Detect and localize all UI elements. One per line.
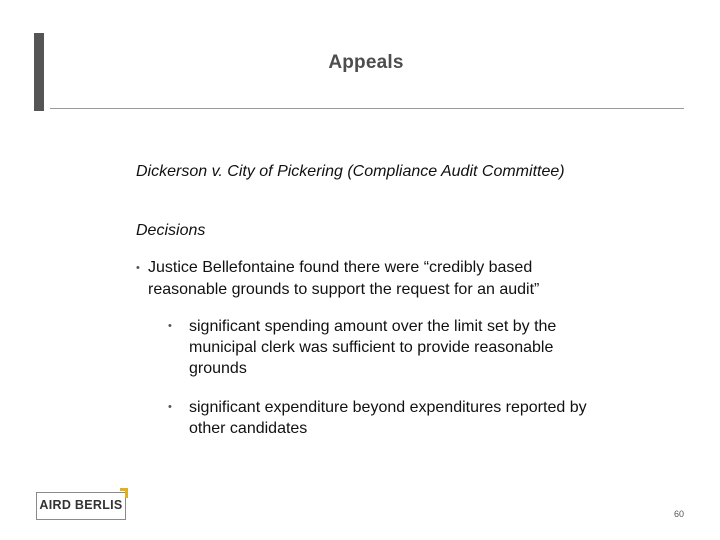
sub-bullet-text: significant expenditure beyond expenditures reported by other candidates — [189, 399, 587, 437]
sub-bullet-marker: • — [168, 320, 172, 332]
logo-corner-accent — [125, 488, 128, 498]
sub-bullet-item — [168, 316, 598, 379]
decisions-subheading: Decisions — [136, 222, 206, 239]
aird-berlis-logo — [36, 488, 128, 520]
sub-bullet-item — [168, 397, 598, 439]
sub-bullet-marker: • — [168, 401, 172, 413]
page-number: 60 — [673, 509, 684, 519]
case-title: Dickerson v. City of Pickering (Compliance Audit Committee) — [136, 163, 565, 180]
bullet-marker: • — [136, 262, 140, 274]
bullet-item — [136, 257, 606, 301]
slide-title: Appeals — [328, 52, 404, 73]
bullet-text: Justice Bellefontaine found there were “credibly based reasonable grounds to support the request for an audit” — [148, 259, 540, 298]
sub-bullet-text: significant spending amount over the limit set by the municipal clerk was sufficient to provide reasonable grounds — [189, 318, 557, 377]
logo-text: AIRD BERLIS — [39, 498, 123, 512]
title-divider — [50, 108, 684, 109]
